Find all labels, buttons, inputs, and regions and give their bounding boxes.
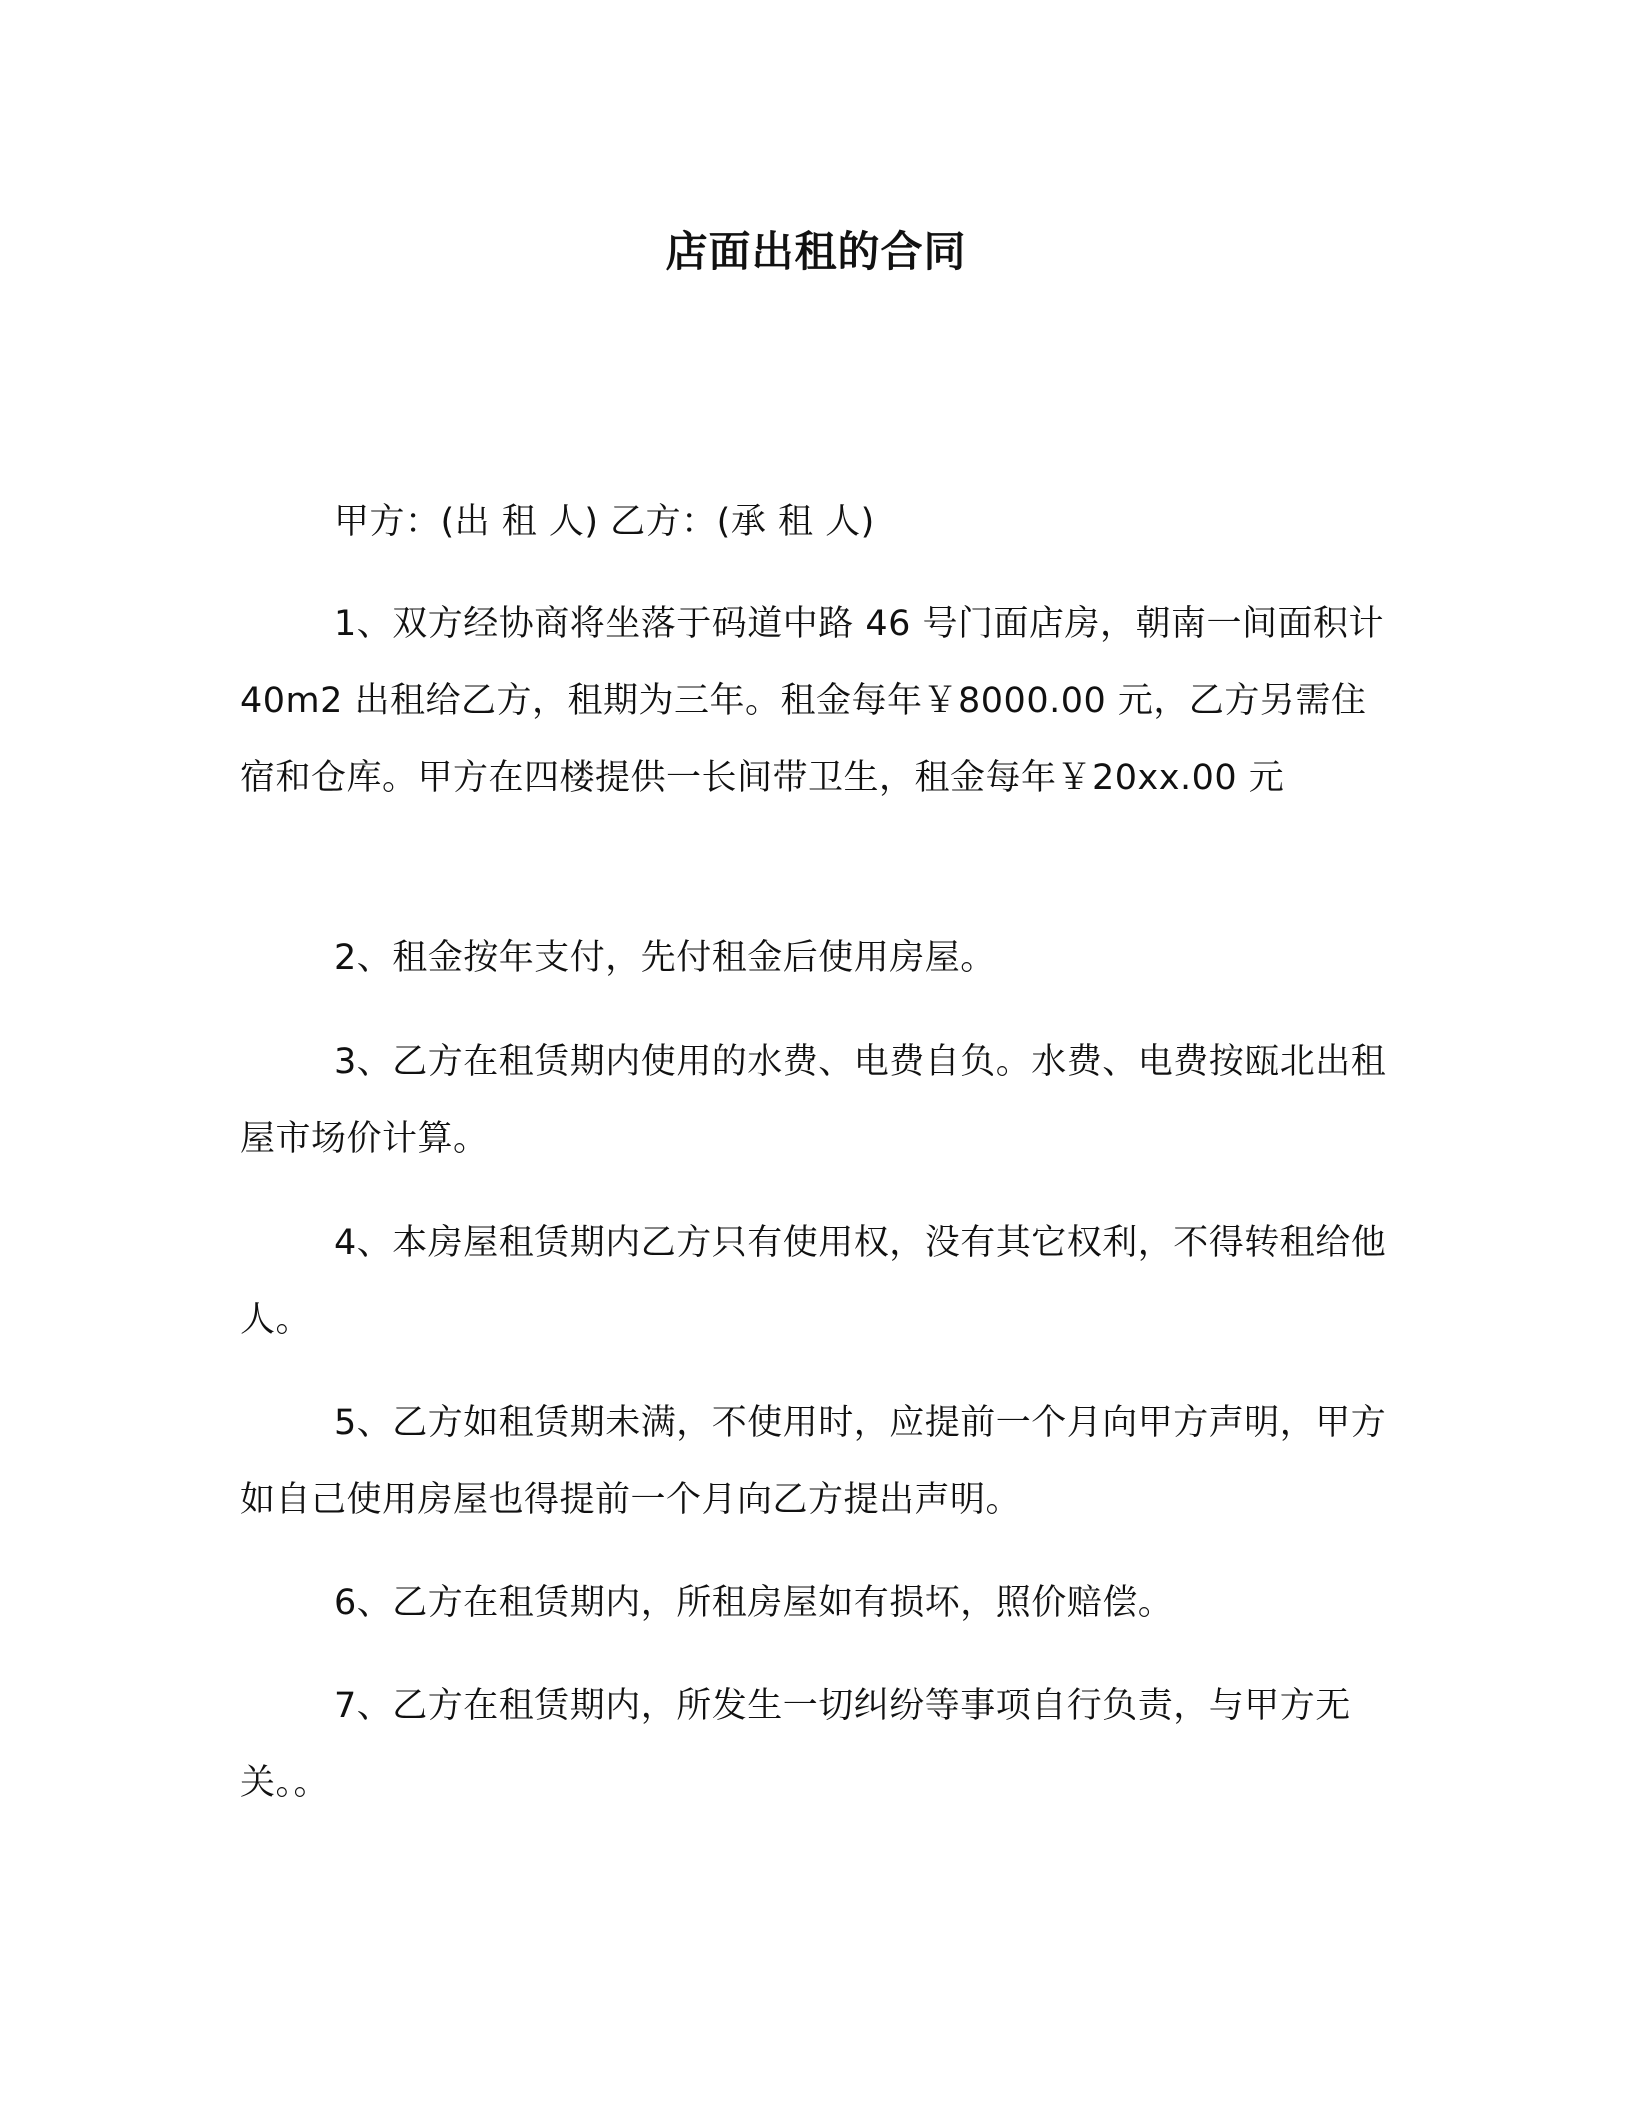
parties-text: 甲方：(出 租 人) 乙方：(承 租 人) bbox=[334, 502, 875, 542]
document-title: 店面出租的合同 bbox=[665, 227, 967, 276]
clause-2 bbox=[240, 920, 1396, 997]
clause-6 bbox=[240, 1565, 1396, 1642]
clause-3-text: 3、乙方在租赁期内使用的水费、电费自负。水费、电费按瓯北出租屋市场价计算。 bbox=[240, 1042, 1387, 1159]
clause-2-text: 2、租金按年支付，先付租金后使用房屋。 bbox=[334, 938, 996, 978]
clause-5 bbox=[240, 1385, 1396, 1539]
parties-line bbox=[240, 484, 1396, 561]
clause-3 bbox=[240, 1024, 1396, 1178]
clause-4 bbox=[240, 1205, 1396, 1359]
clause-6-text: 6、乙方在租赁期内，所租房屋如有损坏，照价赔偿。 bbox=[334, 1583, 1174, 1623]
clause-7-text: 7、乙方在租赁期内，所发生一切纠纷等事项自行负责，与甲方无关。。 bbox=[240, 1686, 1351, 1803]
clause-4-text: 4、本房屋租赁期内乙方只有使用权，没有其它权利，不得转租给他人。 bbox=[240, 1223, 1387, 1340]
clause-7 bbox=[240, 1668, 1396, 1822]
clause-1 bbox=[240, 586, 1396, 817]
clause-5-text: 5、乙方如租赁期未满，不使用时，应提前一个月向甲方声明，甲方如自己使用房屋也得提前一个月向乙方提出声明。 bbox=[240, 1403, 1387, 1520]
clause-1-text: 1、双方经协商将坐落于码道中路 46 号门面店房，朝南一间面积计 40m2 出租给乙方，租期为三年。租金每年￥8000.00 元，乙方另需住宿和仓库。甲方在四楼提供一长间带卫生，租金每年￥20xx.00 元 bbox=[240, 604, 1385, 798]
